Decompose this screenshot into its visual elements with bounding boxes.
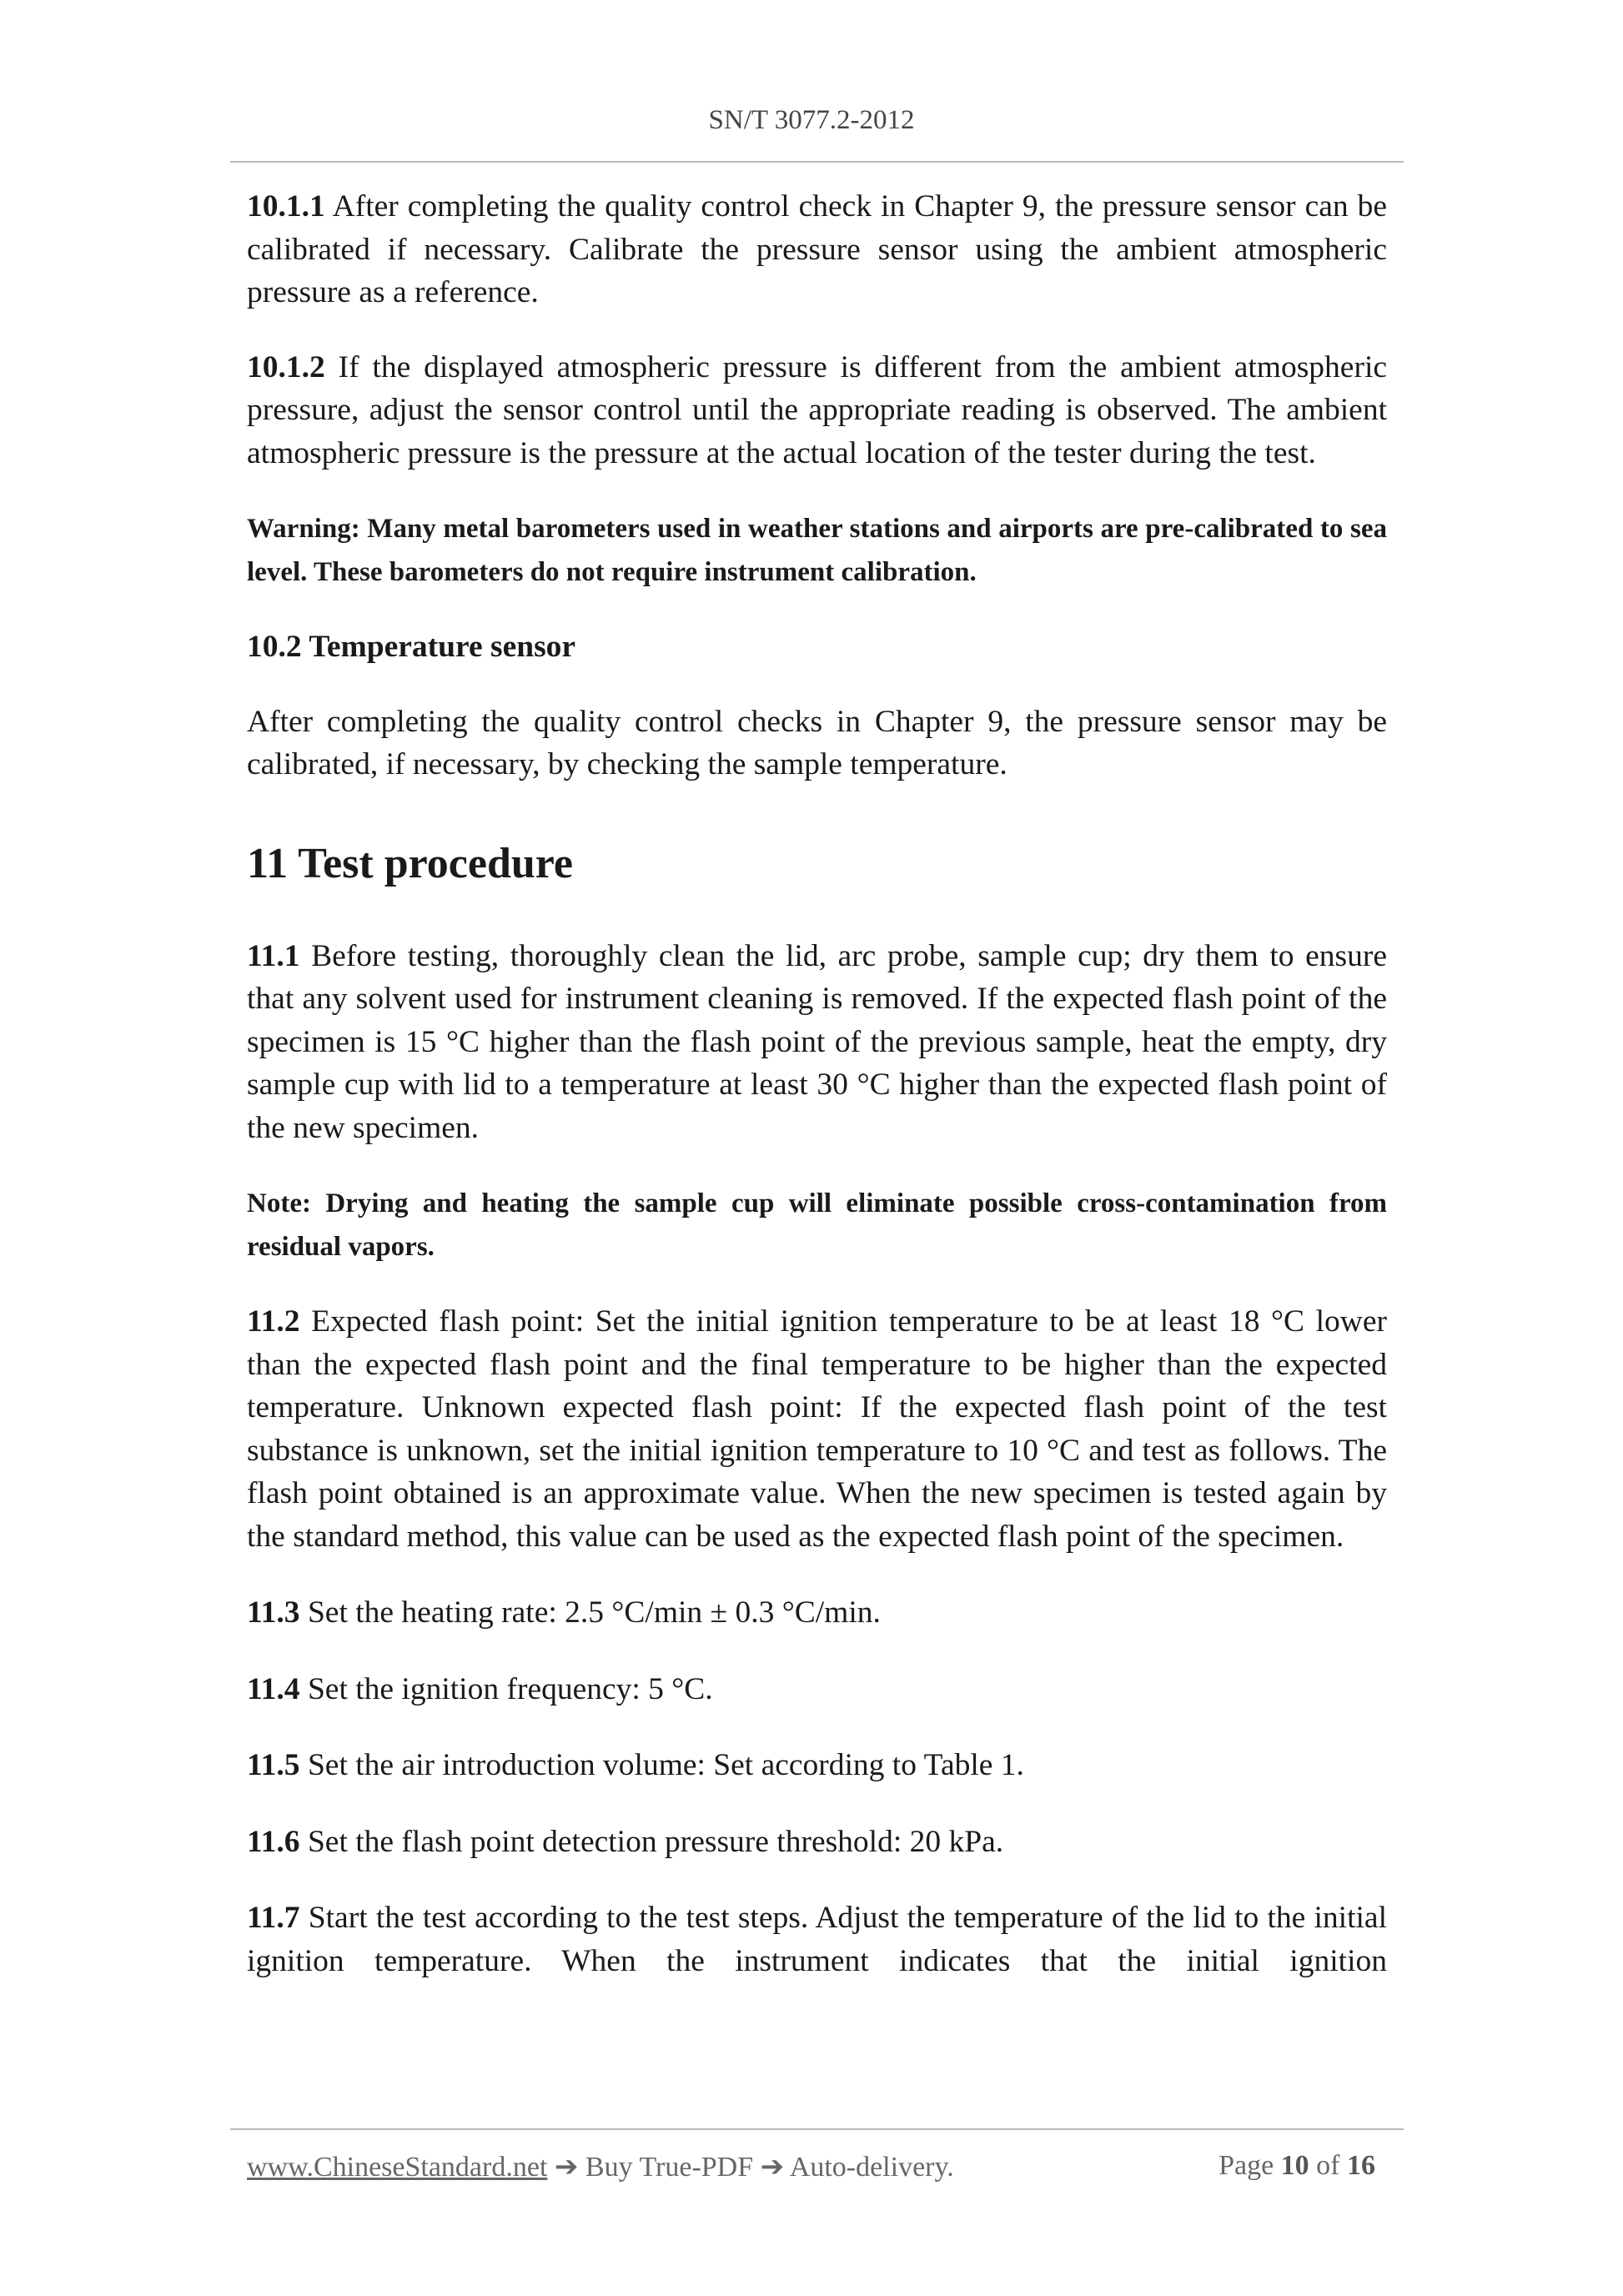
section-number: 10.1.1 [247,189,325,224]
paragraph-text: After completing the quality control check in Chapter 9, the pressure sensor can be calibrated if necessary. Calibrate the pressure sensor using the ambient atmospheric pressure as a reference. [247,189,1387,309]
document-header: SN/T 3077.2-2012 [708,105,915,135]
section-number: 11.1 [247,938,300,973]
section-number: 11.2 [247,1304,300,1339]
of-label: of [1316,2150,1340,2181]
arrow-right-icon: ➔ [554,2152,579,2183]
paragraph-text: Set the flash point detection pressure threshold: 20 kPa. [307,1824,1004,1859]
paragraph-text: Before testing, thoroughly clean the lid, arc probe, sample cup; dry them to ensure that any solvent used for instrument cleaning is removed. If the expected flash point of the specimen is 15 °C higher than the flash point of the previous sample, heat the empty, dry sample cup with lid to a temperature at least 30 °C higher than the expected flash point of the new specimen. [247,938,1388,1145]
paragraph-11-6 [247,1821,1387,1864]
page-body [247,185,1387,1982]
paragraph-text: Start the test according to the test steps. Adjust the temperature of the lid to the initial ignition temperature. When the instrument indicates that the initial ignition [247,1901,1387,1978]
buy-true-pdf-text: Buy True-PDF [585,2152,754,2183]
paragraph-text: Set the ignition frequency: 5 °C. [307,1671,713,1706]
website-link[interactable]: www.ChineseStandard.net [247,2152,548,2183]
warning-note: Warning: Many metal barometers used in weather stations and airports are pre-calibrated to sea level. These barometers do not require instrument calibration. [247,514,1387,587]
note: Note: Drying and heating the sample cup will eliminate possible cross-contamination from residual vapors. [247,1188,1387,1262]
paragraph-text: Expected flash point: Set the initial ignition temperature to be at least 18 °C lower than the expected flash point and the final temperature to be higher than the expected temperature. Unknown expected flash point: If the expected flash point of the test substance is unknown, set the initial ignition temperature to 10 °C and test as follows. The flash point obtained is an approximate value. When the new specimen is tested again by the standard method, this value can be used as the expected flash point of the specimen. [247,1304,1387,1554]
paragraph-11-3 [247,1591,1387,1635]
auto-delivery-text: Auto-delivery. [789,2152,954,2183]
section-number: 10.1.2 [247,349,325,384]
page-total: 16 [1347,2150,1375,2181]
paragraph-text: If the displayed atmospheric pressure is different from the ambient atmospheric pressure, adjust the sensor control until the appropriate reading is observed. The ambient atmospheric pressure is the pressure at the actual location of the tester during the test. [247,349,1388,470]
chapter-heading-11: 11 Test procedure [247,839,574,887]
header-divider [230,161,1404,163]
paragraph-11-4 [247,1668,1387,1711]
page-indicator [1219,2150,1375,2182]
section-number: 11.4 [247,1671,300,1706]
paragraph-11-7 [247,1897,1387,1982]
paragraph-10-1-2 [247,346,1387,475]
page-number: 10 [1280,2150,1309,2181]
footer-divider [230,2128,1404,2130]
paragraph-11-2 [247,1300,1387,1558]
page-label: Page [1219,2150,1274,2181]
paragraph-10-1-1 [247,185,1387,314]
arrow-right-icon: ➔ [760,2152,785,2183]
paragraph-11-1 [247,935,1387,1150]
paragraph-11-5 [247,1744,1387,1787]
section-number: 11.3 [247,1595,300,1630]
paragraph-10-2: After completing the quality control checks in Chapter 9, the pressure sensor may be calibrated, if necessary, by checking the sample temperature. [247,704,1387,781]
paragraph-text: Set the air introduction volume: Set according to Table 1. [307,1748,1024,1782]
paragraph-text: Set the heating rate: 2.5 °C/min ± 0.3 °C/min. [307,1595,881,1630]
section-heading-10-2: 10.2 Temperature sensor [247,630,576,664]
page-footer [247,2150,1387,2183]
section-number: 11.5 [247,1748,300,1782]
section-number: 11.7 [247,1901,300,1935]
section-number: 11.6 [247,1824,300,1859]
